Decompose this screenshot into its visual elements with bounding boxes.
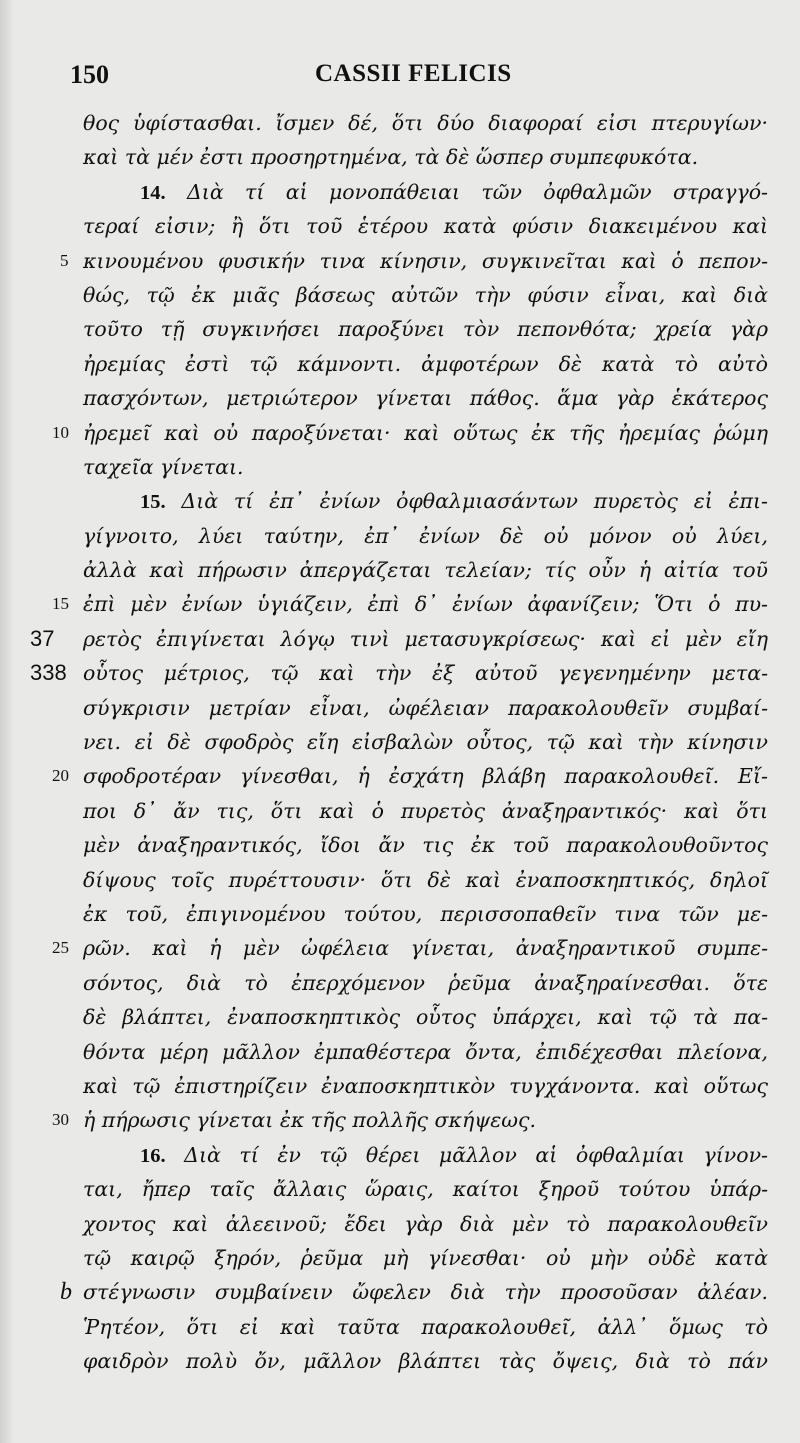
line-content: ἠρεμίας ἐστὶ τῷ κάμνοντι. ἀμφοτέρων δὲ κατὰ τὸ αὐτὸ [83,351,768,376]
running-title: CASSII FELICIS [315,60,512,87]
line-number: 25 [52,938,69,958]
line-text [83,587,768,621]
line-content: ἠρεμεῖ καὶ οὐ παροξύνεται· καὶ οὕτως ἐκ τῆς ἠρεμίας ῥώμη [83,420,768,445]
line-number: 15 [52,594,69,614]
section-number: 14. [140,181,166,204]
line-text [83,209,768,243]
running-head [0,60,800,100]
text-line [0,244,800,278]
line-content: Διὰ τί ἐν τῷ θέρει μᾶλλον αἱ ὀφθαλμίαι γίνον- [184,1142,768,1167]
line-text [83,1035,768,1069]
line-text [83,1310,768,1344]
margin-letter: b [60,1279,72,1306]
line-text [83,656,768,690]
text-line [0,1103,800,1137]
text-line [0,1172,800,1206]
text-line [0,312,800,346]
line-content: ἐπὶ μὲν ἐνίων ὑγιάζειν, ἐπὶ δ᾽ ἐνίων ἀφανίζειν; Ὅτι ὁ πυ- [83,592,768,617]
line-content: τῷ καιρῷ ξηρόν, ῥεῦμα μὴ γίνεσθαι· οὐ μὴν οὐδὲ κατὰ [83,1245,768,1270]
page-number: 150 [70,60,109,89]
text-line [0,1035,800,1069]
text-line [0,1069,800,1103]
line-text [140,484,768,519]
text-line [0,794,800,828]
line-text [140,1138,768,1173]
line-content: ἀλλὰ καὶ πήρωσιν ἀπεργάζεται τελείαν; τίς οὖν ἡ αἰτία τοῦ [83,558,768,583]
line-content: ἐκ τοῦ, ἐπιγινομένου τούτου, περισσοπαθεῖν τινα τῶν με- [83,901,768,926]
text-line [0,691,800,725]
line-content: ται, ἤπερ ταῖς ἄλλαις ὥραις, καίτοι ξηροῦ τούτου ὑπάρ- [83,1177,768,1202]
text-line [0,1138,800,1172]
line-text [83,725,768,759]
text-line [0,828,800,862]
line-content: ταχεῖα γίνεται. [83,454,244,479]
text-line [0,1000,800,1034]
line-text [83,897,768,931]
line-text [83,1172,768,1206]
line-text [83,759,768,793]
line-content: νει. εἰ δὲ σφοδρὸς εἴη εἰσβαλὼν οὗτος, τῷ καὶ τὴν κίνησιν [83,730,768,755]
line-content: φαιδρὸν πολὺ ὄν, μᾶλλον βλάπτει τὰς ὄψεις, διὰ τὸ πάν [83,1349,768,1374]
line-number: 20 [52,766,69,786]
line-text [83,828,768,862]
line-content: στέγνωσιν συμβαίνειν ὤφελεν διὰ τὴν προσοῦσαν ἀλέαν. [83,1280,768,1305]
line-text [140,175,768,210]
text-line [0,553,800,587]
text-line [0,656,800,690]
line-text [83,416,768,450]
line-text [83,553,768,587]
text-line [0,106,800,140]
line-content: θος ὑφίστασθαι. ἴσμεν δέ, ὅτι δύο διαφοραί εἰσι πτερυγίων· [83,111,768,135]
line-number: 30 [52,1110,69,1130]
text-line [0,725,800,759]
line-content: πασχόντων, μετριώτερον γίνεται πάθος. ἅμα γὰρ ἑκάτερος [83,386,768,411]
margin-reference: 37 [30,625,55,651]
text-line [0,484,800,518]
text-line [0,1344,800,1378]
line-text [83,1275,768,1309]
text-line [0,416,800,450]
text-line [0,1310,800,1344]
line-content: γίγνοιτο, λύει ταύτην, ἐπ᾽ ἐνίων δὲ οὐ μόνον οὐ λύει, [83,523,768,548]
text-line [0,519,800,553]
text-line [0,1275,800,1309]
line-number: 5 [60,250,69,270]
text-line [0,931,800,965]
line-text [83,106,768,140]
line-text [83,381,768,415]
line-text [83,312,768,346]
margin-reference: 338 [30,660,67,686]
text-line [0,175,800,209]
text-line [0,450,800,484]
line-content: καὶ τὰ μέν ἐστι προσηρτημένα, τὰ δὲ ὥσπερ συμπεφυκότα. [83,145,699,170]
line-content: ἡ πήρωσις γίνεται ἐκ τῆς πολλῆς σκήψεως. [83,1108,537,1133]
text-line [0,381,800,415]
line-text [83,931,768,965]
line-content: Διὰ τί αἱ μονοπάθειαι τῶν ὀφθαλμῶν στραγγό- [186,179,768,204]
text-line [0,587,800,621]
text-line [0,347,800,381]
text-line [0,622,800,656]
line-text [83,278,768,312]
line-content: τοῦτο τῇ συγκινήσει παροξύνει τὸν πεπονθότα; χρεία γὰρ [83,317,768,342]
text-line [0,759,800,793]
line-text [83,1000,768,1034]
line-text [83,450,768,484]
line-content: ρετὸς ἐπιγίνεται λόγῳ τινὶ μετασυγκρίσεως· καὶ εἰ μὲν εἴη [83,626,768,651]
line-content: σόντος, διὰ τὸ ἐπερχόμενον ῥεῦμα ἀναξηραίνεσθαι. ὅτε [83,970,768,995]
text-line [0,966,800,1000]
text-line [0,897,800,931]
line-content: δὲ βλάπτει, ἐναποσκηπτικὸς οὗτος ὑπάρχει, καὶ τῷ τὰ πα- [83,1005,768,1030]
line-text [83,244,768,278]
line-content: σύγκρισιν μετρίαν εἶναι, ὠφέλειαν παρακολουθεῖν συμβαί- [83,695,768,720]
line-text [83,863,768,897]
line-text [83,1344,768,1378]
line-content: καὶ τῷ ἐπιστηρίζειν ἐναποσκηπτικὸν τυγχάνοντα. καὶ οὕτως [83,1073,768,1098]
line-content: κινουμένου φυσικήν τινα κίνησιν, συγκινεῖται καὶ ὁ πεπον- [83,248,768,273]
line-content: ποι δ᾽ ἄν τις, ὅτι καὶ ὁ πυρετὸς ἀναξηραντικός· καὶ ὅτι [83,798,768,823]
line-content: δίψους τοῖς πυρέττουσιν· ὅτι δὲ καὶ ἐναποσκηπτικός, δηλοῖ [83,867,768,892]
line-text [83,966,768,1000]
line-text [83,794,768,828]
section-number: 16. [140,1144,166,1167]
line-text [83,1103,768,1137]
line-text [83,519,768,553]
text-line [0,209,800,243]
line-content: οὗτος μέτριος, τῷ καὶ τὴν ἐξ αὐτοῦ γεγενημένην μετα- [83,661,768,686]
line-number: 10 [52,422,69,442]
line-text [83,622,768,656]
line-text [83,140,768,174]
line-text [83,1207,768,1241]
line-content: τεραί εἰσιν; ἢ ὅτι τοῦ ἑτέρου κατὰ φύσιν διακειμένου καὶ [83,214,768,239]
text-line [0,140,800,174]
text-line [0,278,800,312]
line-text [83,691,768,725]
line-content: Ῥητέον, ὅτι εἰ καὶ ταῦτα παρακολουθεῖ, ἀλλ᾽ ὅμως τὸ [83,1314,768,1339]
line-content: μὲν ἀναξηραντικός, ἴδοι ἄν τις ἐκ τοῦ παρακολουθοῦντος [83,833,768,858]
line-text [83,1069,768,1103]
section-number: 15. [140,491,166,514]
line-text [83,1241,768,1275]
line-content: θώς, τῷ ἐκ μιᾶς βάσεως αὐτῶν τὴν φύσιν εἶναι, καὶ διὰ [83,282,768,307]
line-content: σφοδροτέραν γίνεσθαι, ἡ ἐσχάτη βλάβη παρακολουθεῖ. Εἴ- [83,764,768,789]
line-content: θόντα μέρη μᾶλλον ἐμπαθέστερα ὄντα, ἐπιδέχεσθαι πλείονα, [83,1039,768,1064]
line-content: χοντος καὶ ἀλεεινοῦ; ἔδει γὰρ διὰ μὲν τὸ παρακολουθεῖν [83,1211,768,1236]
text-line [0,863,800,897]
line-content: ρῶν. καὶ ἡ μὲν ὠφέλεια γίνεται, ἀναξηραντικοῦ συμπε- [83,936,768,961]
body-text [0,106,800,1378]
line-content: Διὰ τί ἐπ᾽ ἐνίων ὀφθαλμιασάντων πυρετὸς εἰ ἐπι- [181,489,768,514]
text-line [0,1207,800,1241]
text-line [0,1241,800,1275]
line-text [83,347,768,381]
